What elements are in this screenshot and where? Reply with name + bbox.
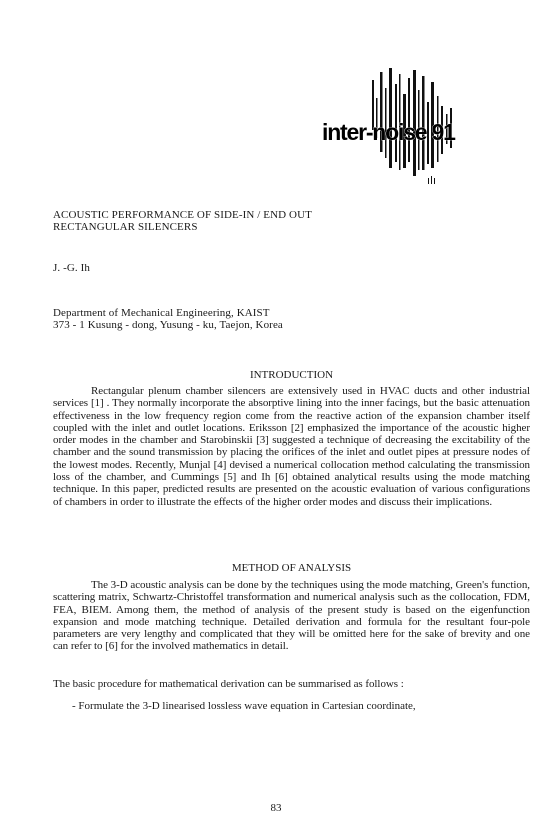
logo-graphic: [318, 68, 486, 188]
procedure-bullet: - Formulate the 3-D linearised lossless wave equation in Cartesian coordinate,: [72, 700, 416, 712]
section-heading-introduction: INTRODUCTION: [249, 369, 334, 381]
affiliation-department: Department of Mechanical Engineering, KAIST: [53, 307, 270, 319]
title-line-1: ACOUSTIC PERFORMANCE OF SIDE-IN / END OUT: [53, 209, 312, 221]
title-line-2: RECTANGULAR SILENCERS: [53, 221, 198, 234]
page-number: 83: [270, 802, 282, 814]
method-paragraph: The 3-D acoustic analysis can be done by the techniques using the mode matching, Green's function, scattering matrix, Schwartz-Christoffel transformation and numerical analysis such as the collocation, FDM, FEA, BIEM. Among them, the method of analysis of the present study is based on the eigenfunction expansion and mode matching technique. Detailed derivation and formula for the resultant four-pole parameters are very lengthy and complicated that they will be omitted here for the sake of brevity and one can refer to [6] for the involved mathematics in detail.: [53, 579, 530, 653]
author-name: J. -G. Ih: [53, 262, 90, 274]
affiliation: [53, 307, 473, 332]
paper-title: [53, 209, 473, 234]
procedure-paragraph: The basic procedure for mathematical derivation can be summarised as follows :: [53, 678, 404, 690]
introduction-paragraph: Rectangular plenum chamber silencers are extensively used in HVAC ducts and other industrial services [1] . They normally incorporate the absorptive lining into the inner facings, but the basic attenuation effectiveness in the low frequency region come from the reactive action of the expansion chamber itself coupled with the inlet and outlet locations. Eriksson [2] emphasized the importance of the acoustic higher order modes in the chamber and Starobinskii [3] suggested a technique of decreasing the excitability of the chamber and the sound transmission by placing the orifices of the inlet and outlet pipes at pressure nodes of the lowest modes. Recently, Munjal [4] devised a numerical collocation method calculating the transmission loss of the chamber, and Cummings [5] and Ih [6] obtained analytical results using the mode matching technique. In this paper, predicted results are presented on the acoustic evaluation of various configurations of chambers in order to illustrate the effects of the higher order modes and discuss their implications.: [53, 385, 530, 508]
affiliation-address: 373 - 1 Kusung - dong, Yusung - ku, Taejon, Korea: [53, 319, 283, 332]
section-heading-method: METHOD OF ANALYSIS: [231, 562, 352, 574]
logo-wordmark: inter-noise 91: [322, 119, 455, 145]
inter-noise-91-logo: [318, 68, 486, 188]
